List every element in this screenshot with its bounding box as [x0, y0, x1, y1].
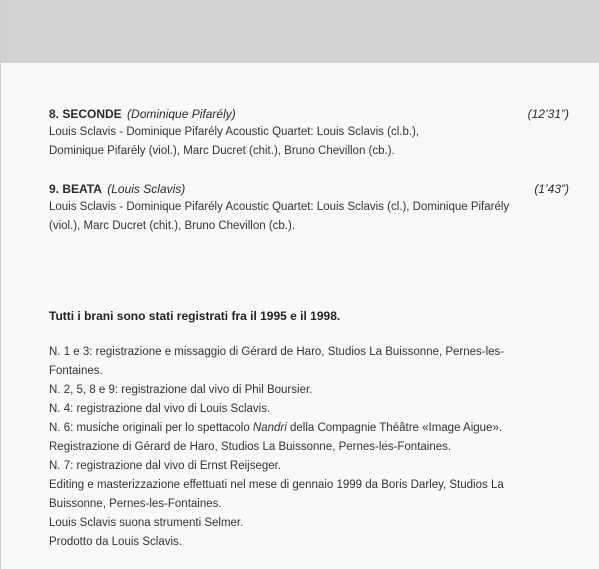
- note-text: N. 6: musiche originali per lo spettacolo: [49, 422, 253, 434]
- note-text: della Compagnie Théâtre «Image Aigue».: [286, 422, 503, 434]
- track-duration: (1’43”): [534, 182, 569, 196]
- track-credits: [49, 123, 569, 161]
- track-composer: (Louis Sclavis): [107, 182, 186, 196]
- credits-line: Louis Sclavis - Dominique Pifarély Acoustic Quartet: Louis Sclavis (cl.b.),: [49, 126, 420, 138]
- note-line: N. 2, 5, 8 e 9: registrazione dal vivo di Phil Boursier.: [49, 384, 313, 396]
- credits-line: Louis Sclavis - Dominique Pifarély Acoustic Quartet: Louis Sclavis (cl.), Dominique Pifarély: [49, 201, 510, 213]
- credits-line: Dominique Pifarély (viol.), Marc Ducret (chit.), Bruno Chevillon (cb.).: [49, 145, 395, 157]
- track-title-line: [49, 105, 569, 123]
- credits-line: (viol.), Marc Ducret (chit.), Bruno Chevillon (cb.).: [49, 220, 296, 232]
- track-title: 9. BEATA: [49, 182, 102, 196]
- note-line-nandri: [49, 419, 569, 438]
- track-9: [49, 180, 569, 236]
- header-band: [1, 0, 599, 63]
- note-line: N. 4: registrazione dal vivo di Louis Sclavis.: [49, 403, 271, 415]
- note-line: N. 1 e 3: registrazione e missaggio di Gérard de Haro, Studios La Buissonne, Pernes-les-: [49, 346, 505, 358]
- note-line: N. 7: registrazione dal vivo di Ernst Reijseger.: [49, 460, 282, 472]
- track-8: [49, 105, 569, 161]
- track-title-line: [49, 180, 569, 198]
- track-credits: [49, 198, 569, 236]
- recording-notes: [49, 343, 569, 552]
- note-line: Editing e masterizzazione effettuati nel mese di gennaio 1999 da Boris Darley, Studios La: [49, 479, 504, 491]
- recording-heading: Tutti i brani sono stati registrati fra il 1995 e il 1998.: [49, 309, 341, 323]
- note-line: Buissonne, Pernes-les-Fontaines.: [49, 498, 222, 510]
- note-line: Prodotto da Louis Sclavis.: [49, 536, 182, 548]
- note-line: Louis Sclavis suona strumenti Selmer.: [49, 517, 244, 529]
- note-line: Fontaines.: [49, 365, 103, 377]
- track-title: 8. SECONDE: [49, 107, 122, 121]
- nandri-title: Nandri: [252, 422, 287, 434]
- track-duration: (12’31”): [527, 107, 569, 121]
- track-composer: (Dominique Pifarély): [127, 107, 236, 121]
- note-line: Registrazione di Gérard de Haro, Studios La Buissonne, Pernes-les-Fontaines.: [49, 441, 452, 453]
